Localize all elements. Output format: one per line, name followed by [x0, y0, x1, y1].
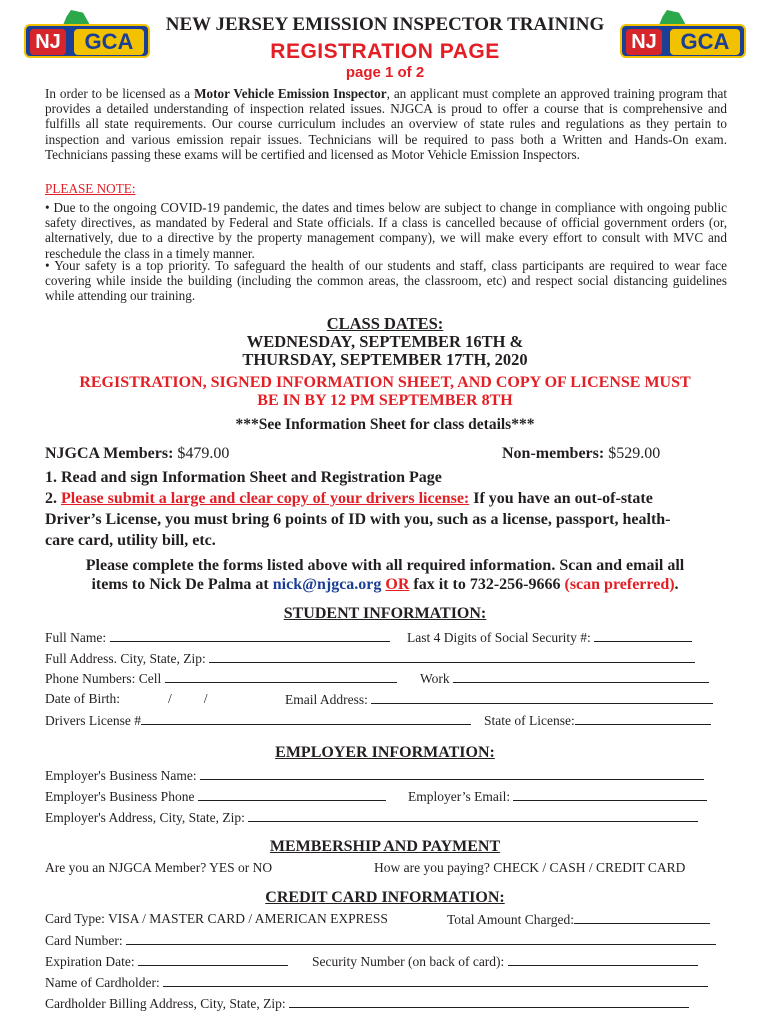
full-name-label: Full Name: [45, 630, 107, 645]
employer-name-field[interactable] [45, 767, 704, 784]
member-price [45, 445, 229, 463]
nonmember-price-label: Non-members: [502, 445, 605, 462]
email-field[interactable] [285, 691, 713, 708]
drivers-license-line[interactable] [141, 712, 471, 725]
work-phone-line[interactable] [453, 670, 709, 683]
member-price-value: $479.00 [173, 445, 230, 462]
employer-address-line[interactable] [248, 809, 698, 822]
please-note-heading: PLEASE NOTE: [45, 181, 136, 196]
complete-text: items to Nick De Palma at [91, 576, 273, 593]
intro-text-rest: , an applicant must complete an approved training program that provides a detailed understanding of inspection related issues. NJGCA is proud to offer a course that is comprehensive and fulfills all state requirements. Our course curriculum includes an overview of state rules and regulations as they pertain to inspection and various emission repair issues. Technicians will be required to pass both a Written and Hands-On exam. Technicians passing these exams will be certified and licensed as Motor Vehicle Emission Inspectors. [45, 86, 728, 162]
state-license-line[interactable] [575, 712, 711, 725]
full-name-line[interactable] [110, 629, 390, 642]
member-question[interactable]: Are you an NJGCA Member? YES or NO [45, 860, 273, 875]
intro-paragraph [45, 86, 727, 162]
card-number-label: Card Number: [45, 933, 123, 948]
dob-label: Date of Birth: [45, 691, 120, 706]
email-link[interactable]: nick@njgca.org [272, 576, 382, 593]
step-2-prefix: 2. [45, 490, 61, 507]
address-line[interactable] [209, 650, 695, 663]
security-number-line[interactable] [508, 953, 698, 966]
address-label: Full Address. City, State, Zip: [45, 651, 206, 666]
employer-name-label: Employer's Business Name: [45, 768, 197, 783]
address-field[interactable] [45, 650, 695, 667]
security-number-field[interactable] [312, 953, 698, 970]
total-amount-label: Total Amount Charged: [447, 912, 575, 927]
total-amount-line[interactable] [574, 911, 710, 924]
billing-address-field[interactable] [45, 995, 689, 1012]
billing-address-label: Cardholder Billing Address, City, State, Zip: [45, 996, 286, 1011]
nonmember-price [502, 445, 660, 463]
work-phone-label: Work [420, 671, 450, 686]
membership-heading: MEMBERSHIP AND PAYMENT [269, 838, 501, 855]
nonmember-price-value: $529.00 [604, 445, 661, 462]
page-title: NEW JERSEY EMISSION INSPECTOR TRAINING [165, 14, 605, 35]
step-2-line-3: care card, utility bill, etc. [45, 532, 216, 549]
registration-heading: REGISTRATION PAGE [270, 40, 500, 63]
dob-slash: / [203, 691, 208, 706]
cell-phone-label: Phone Numbers: Cell [45, 671, 162, 686]
drivers-license-label: Drivers License # [45, 713, 141, 728]
employer-address-field[interactable] [45, 809, 698, 826]
drivers-license-field[interactable] [45, 712, 471, 729]
work-phone-field[interactable] [420, 670, 709, 687]
dob-field[interactable] [45, 691, 208, 707]
employer-phone-field[interactable] [45, 788, 386, 805]
card-number-line[interactable] [126, 932, 716, 945]
fax-text: fax it to 732-256-9666 [409, 576, 565, 593]
deadline-line-2: BE IN BY 12 PM SEPTEMBER 8TH [257, 392, 513, 409]
ssn-line[interactable] [594, 629, 692, 642]
cardholder-name-line[interactable] [163, 974, 708, 987]
step-2-rest: If you have an out-of-state [469, 490, 653, 507]
logo-nj-text: NJ [626, 29, 662, 55]
employer-email-label: Employer’s Email: [408, 789, 511, 804]
cardholder-name-label: Name of Cardholder: [45, 975, 160, 990]
intro-bold: Motor Vehicle Emission Inspector [194, 86, 387, 101]
step-1: 1. Read and sign Information Sheet and Registration Page [45, 469, 442, 486]
logo-gca-text: GCA [74, 29, 144, 55]
state-license-field[interactable] [484, 712, 711, 729]
class-dates-heading: CLASS DATES: [326, 314, 444, 333]
period: . [674, 576, 679, 593]
cell-phone-line[interactable] [165, 670, 397, 683]
ssn-field[interactable] [407, 629, 692, 646]
deadline-line-1: REGISTRATION, SIGNED INFORMATION SHEET, AND COPY OF LICENSE MUST [79, 374, 691, 391]
complete-line-2 [0, 576, 770, 594]
billing-address-line[interactable] [289, 995, 689, 1008]
employer-email-line[interactable] [513, 788, 707, 801]
scan-preferred: (scan preferred) [564, 576, 675, 593]
note-bullet-2: • Your safety is a top priority. To safeguard the health of our students and staff, class participants are required to wear face covering while inside the building (including the common areas, the classroom, etc) and respect social distancing guidelines while attending our training. [45, 258, 727, 304]
student-info-heading: STUDENT INFORMATION: [283, 605, 487, 622]
credit-card-heading: CREDIT CARD INFORMATION: [265, 889, 505, 906]
or-text: OR [385, 576, 410, 593]
employer-info-heading: EMPLOYER INFORMATION: [275, 744, 495, 761]
page-indicator: page 1 of 2 [345, 64, 425, 81]
note-bullet-1: • Due to the ongoing COVID-19 pandemic, the dates and times below are subject to change in compliance with ongoing public safety directives, as mandated by Federal and State officials. If a class is cancelled because of official government orders (or, alternatively, due to a directive by the property management company), we will make every effort to consult with MVC and reschedule the class in a timely manner. [45, 200, 727, 261]
card-number-field[interactable] [45, 932, 716, 949]
email-line[interactable] [371, 691, 713, 704]
expiration-label: Expiration Date: [45, 954, 135, 969]
member-price-label: NJGCA Members: [45, 445, 174, 462]
cardholder-name-field[interactable] [45, 974, 708, 991]
employer-phone-label: Employer's Business Phone [45, 789, 195, 804]
logo-nj-text: NJ [30, 29, 66, 55]
employer-email-field[interactable] [408, 788, 707, 805]
employer-phone-line[interactable] [198, 788, 386, 801]
step-2-line-2: Driver’s License, you must bring 6 points of ID with you, such as a license, passport, health- [45, 511, 671, 528]
drivers-license-link[interactable]: Please submit a large and clear copy of your drivers license: [61, 490, 470, 507]
card-type-field[interactable]: Card Type: VISA / MASTER CARD / AMERICAN EXPRESS [45, 911, 388, 926]
intro-text: In order to be licensed as a [45, 86, 195, 101]
class-date-1: WEDNESDAY, SEPTEMBER 16TH & [246, 332, 524, 351]
step-2 [45, 490, 735, 508]
email-label: Email Address: [285, 692, 368, 707]
employer-address-label: Employer's Address, City, State, Zip: [45, 810, 245, 825]
payment-question[interactable]: How are you paying? CHECK / CASH / CREDIT CARD [374, 860, 686, 875]
complete-line-1: Please complete the forms listed above with all required information. Scan and email all [85, 557, 685, 574]
employer-name-line[interactable] [200, 767, 704, 780]
total-amount-field[interactable] [447, 911, 710, 928]
class-date-2: THURSDAY, SEPTEMBER 17TH, 2020 [242, 350, 528, 369]
expiration-field[interactable] [45, 953, 288, 970]
ssn-label: Last 4 Digits of Social Security #: [407, 630, 591, 645]
state-license-label: State of License: [484, 713, 575, 728]
see-info-sheet: ***See Information Sheet for class details*** [235, 416, 535, 433]
expiration-line[interactable] [138, 953, 288, 966]
dob-slash: / [167, 691, 172, 706]
security-number-label: Security Number (on back of card): [312, 954, 505, 969]
cell-phone-field[interactable] [45, 670, 397, 687]
full-name-field[interactable] [45, 629, 390, 646]
logo-gca-text: GCA [670, 29, 740, 55]
